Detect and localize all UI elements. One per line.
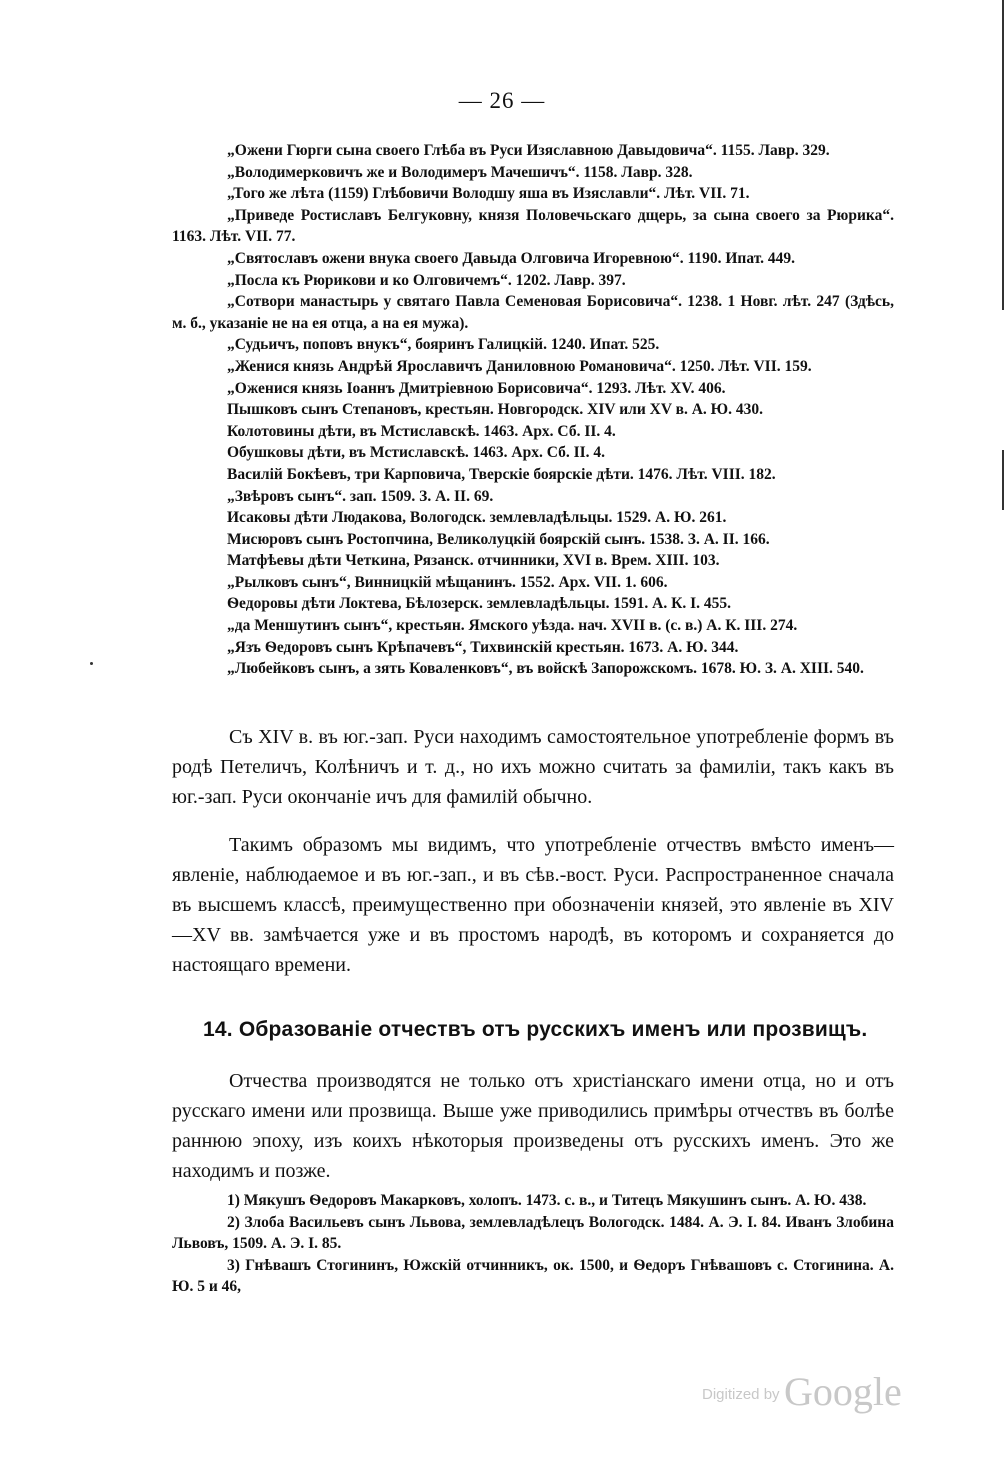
example-line: „Святославъ ожени внука своего Давыда Олговича Игоревною“. 1190. Ипат. 449. xyxy=(227,249,796,267)
google-logo: Google xyxy=(784,1369,902,1414)
example-line: „Ожени Гюрги сына своего Глѣба въ Руси Изяславною Давыдовича“. 1155. Лавр. 329. xyxy=(227,142,830,159)
example-line: „Сотвори манастырь у святаго Павла Семеновая Борисовича“. 1238. 1 Новг. лѣт. 247 (Здѣсь, м. б., указаніе не на ея отца, а на ея мужа). xyxy=(172,293,894,332)
example-line: „Приведе Ростиславъ Белгуковну, князя Половечьскаго дщерь, за сына своего за Рюрика“. 1163. Лѣт. VII. 77. xyxy=(172,206,894,246)
body-text xyxy=(172,1066,894,1204)
paragraph: Отчества производятся не только отъ христіанскаго имени отца, но и отъ русскаго имени или прозвища. Выше уже приводились примѣры отчествъ въ болѣе раннюю эпоху, изъ коихъ нѣкоторыя произведены отъ русскихъ именъ. Это же находимъ и позже. xyxy=(172,1070,894,1182)
page-number: — 26 — xyxy=(458,88,546,113)
footnote: 3) Гнѣвашъ Стогининъ, Южскій отчинникъ, ок. 1500, и Ѳедоръ Гнѣвашовъ с. Стогинина. А. Ю. 5 и 46, xyxy=(172,1256,894,1296)
example-line: „Любейковъ сынъ, а зять Коваленковъ“, въ войскѣ Запорожскомъ. 1678. Ю. З. А. XIII. 540. xyxy=(227,660,864,678)
paragraph: Такимъ образомъ мы видимъ, что употребленіе отчествъ вмѣсто именъ—явленіе, наблюдаемое и въ юг.-зап., и въ сѣв.-вост. Руси. Распространенное сначала въ высшемъ классѣ, преимущественно при обозначеніи князей, это явленіе въ XIV—XV вв. замѣчается уже и въ простомъ народѣ, въ которомъ и сохраняется до настоящаго времени. xyxy=(172,834,894,976)
example-line: „Звѣровъ сынъ“. зап. 1509. З. А. II. 69. xyxy=(227,487,494,505)
example-line: Ѳедоровы дѣти Локтева, Бѣлозерск. землевладѣльцы. 1591. А. К. I. 455. xyxy=(227,595,731,613)
example-line: „Оженися князь Іоаннъ Дмитріевною Борисовича“. 1293. Лѣт. XV. 406. xyxy=(227,379,726,397)
watermark-prefix: Digitized by xyxy=(702,1386,780,1403)
examples-list xyxy=(172,140,894,680)
scan-dot xyxy=(90,662,93,665)
footnotes xyxy=(172,1190,894,1298)
example-line: „Рылковъ сынъ“, Винницкій мѣщанинъ. 1552. Арх. VII. 1. 606. xyxy=(227,573,668,591)
example-line: Василій Бокѣевъ, три Карповича, Тверскіе боярскіе дѣти. 1476. Лѣт. VIII. 182. xyxy=(227,465,776,483)
example-line: „Женися князь Андрѣй Ярославичъ Даниловною Романовича“. 1250. Лѣт. VII. 159. xyxy=(227,357,812,375)
example-line: „Володимерковичъ же и Володимеръ Мачешичъ“. 1158. Лавр. 328. xyxy=(227,163,693,181)
example-line: Колотовины дѣти, въ Мстиславскѣ. 1463. Арх. Сб. II. 4. xyxy=(227,422,616,440)
example-line: „Посла къ Рюрикови и ко Олговичемъ“. 1202. Лавр. 397. xyxy=(227,271,626,289)
example-line: Матфѣевы дѣти Четкина, Рязанск. отчинники, XVI в. Врем. XIII. 103. xyxy=(227,552,720,570)
body-text xyxy=(172,722,894,998)
digitized-watermark xyxy=(702,1368,902,1415)
paragraph: Съ XIV в. въ юг.-зап. Руси находимъ самостоятельное употребленіе формъ въ родѣ Петеличъ, Колѣничъ и т. д., но ихъ можно считать за фамиліи, такъ какъ въ юг.-зап. Руси окончаніе ичъ для фамилій обычно. xyxy=(172,726,894,808)
section-heading: 14. Образованіе отчествъ отъ русскихъ именъ или прозвищъ. xyxy=(203,1018,868,1041)
example-line: Исаковы дѣти Людакова, Вологодск. землевладѣльцы. 1529. А. Ю. 261. xyxy=(227,509,727,527)
example-line: Пышковъ сынъ Степановъ, крестьян. Новгородск. XIV или XV в. А. Ю. 430. xyxy=(227,401,763,419)
example-line: Обушковы дѣти, въ Мстиславскѣ. 1463. Арх. Сб. II. 4. xyxy=(227,444,606,462)
example-line: Мисюровъ сынъ Ростопчина, Великолуцкій боярскій сынъ. 1538. З. А. II. 166. xyxy=(227,530,770,548)
example-line: „Того же лѣта (1159) Глѣбовичи Володшу яша въ Изяславли“. Лѣт. VII. 71. xyxy=(227,185,750,203)
footnote: 2) Злоба Васильевъ сынъ Львова, землевладѣлецъ Вологодск. 1484. А. Э. I. 84. Иванъ Злобина Львовъ, 1509. А. Э. I. 85. xyxy=(172,1213,894,1253)
example-line: „Язъ Ѳедоровъ сынъ Крѣпачевъ“, Тихвинскій крестьян. 1673. А. Ю. 344. xyxy=(227,638,739,656)
footnote: 1) Мякушъ Ѳедоровъ Макарковъ, холопъ. 1473. с. в., и Титецъ Мякушинъ сынъ. А. Ю. 438. xyxy=(227,1192,867,1209)
example-line: „Судьичъ, поповъ внукъ“, бояринъ Галицкій. 1240. Ипат. 525. xyxy=(227,336,660,354)
example-line: „да Меншутинъ сынъ“, крестьян. Ямского уѣзда. нач. XVII в. (с. в.) А. К. III. 274. xyxy=(227,617,798,635)
